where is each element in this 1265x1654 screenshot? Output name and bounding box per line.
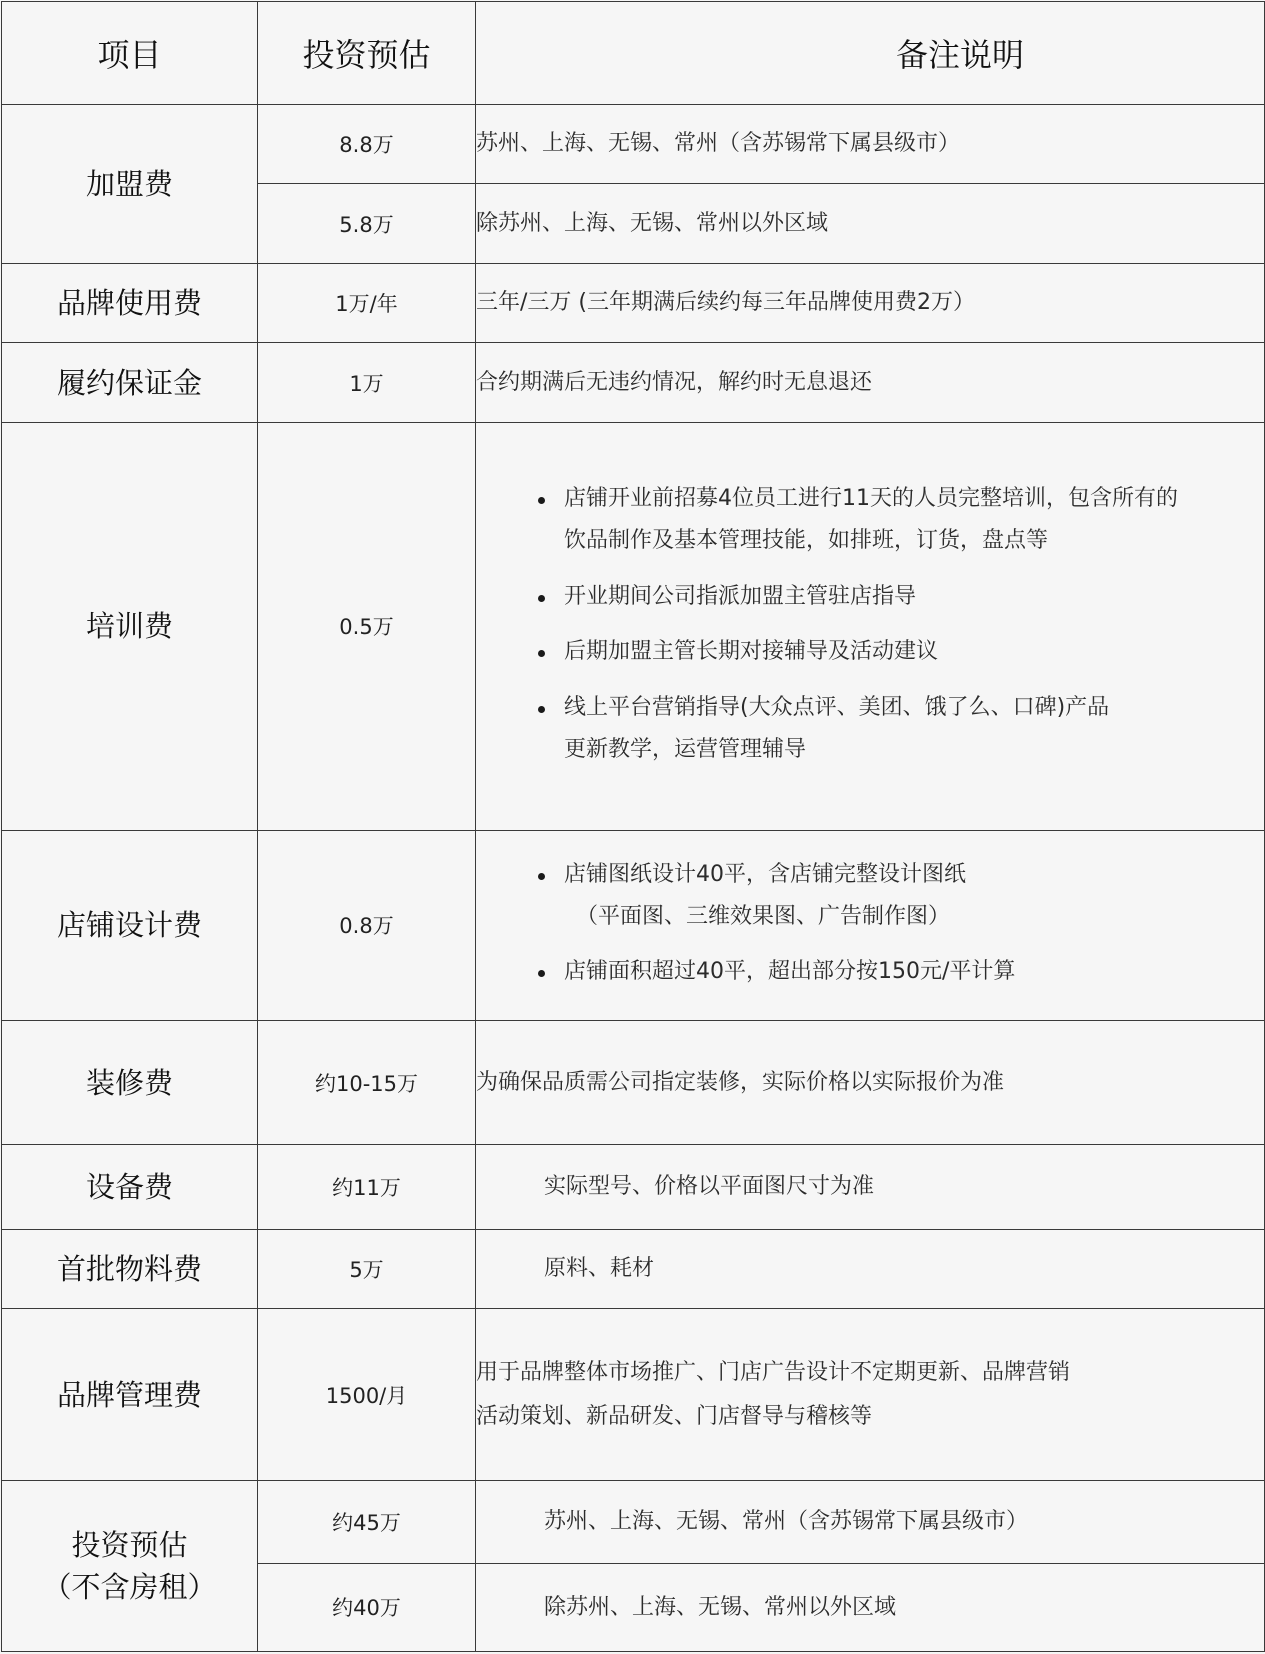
- note-materials: 原料、耗材: [476, 1229, 1265, 1309]
- table-row-training: [2, 423, 1265, 831]
- note-total-1: 苏州、上海、无锡、常州（含苏锡常下属县级市）: [476, 1481, 1265, 1564]
- note-equipment: 实际型号、价格以平面图尺寸为准: [476, 1144, 1265, 1229]
- header-note: [476, 2, 1265, 105]
- item-design: 店铺设计费: [2, 830, 258, 1021]
- design-bullet-1-line1: 店铺图纸设计40平，含店铺完整设计图纸: [564, 861, 966, 887]
- item-total-line1: 投资预估: [71, 1528, 188, 1563]
- table-row-brand-mgmt: [2, 1309, 1265, 1481]
- header-row: [2, 2, 1265, 105]
- cost-total-1: 约45万: [258, 1481, 476, 1564]
- note-franchise-1: 苏州、上海、无锡、常州（含苏锡常下属县级市）: [476, 104, 1265, 184]
- note-franchise-2: 除苏州、上海、无锡、常州以外区域: [476, 184, 1265, 264]
- design-bullet-2-line1: 店铺面积超过40平，超出部分按150元/平计算: [564, 959, 1016, 985]
- cost-total-2: 约40万: [258, 1563, 476, 1651]
- note-deposit: 合约期满后无违约情况，解约时无息退还: [476, 343, 1265, 423]
- item-decoration: 装修费: [2, 1021, 258, 1145]
- note-decoration: 为确保品质需公司指定装修，实际价格以实际报价为准: [476, 1021, 1265, 1145]
- note-brand-use: 三年/三万 (三年期满后续约每三年品牌使用费2万）: [476, 263, 1265, 343]
- item-total: [2, 1481, 258, 1652]
- training-bullet-1-line2: 饮品制作及基本管理技能，如排班，订货，盘点等: [564, 527, 1049, 553]
- cost-equipment: 约11万: [258, 1144, 476, 1229]
- item-brand-mgmt: 品牌管理费: [2, 1309, 258, 1481]
- cost-deposit: 1万: [258, 343, 476, 423]
- table-row-decoration: [2, 1021, 1265, 1145]
- training-bullet-3-line1: 后期加盟主管长期对接辅导及活动建议: [564, 639, 939, 665]
- item-materials: 首批物料费: [2, 1229, 258, 1309]
- item-franchise: 加盟费: [2, 104, 258, 263]
- table-row-materials: [2, 1229, 1265, 1309]
- table-row-brand-use: [2, 263, 1265, 343]
- table-row-franchise-1: [2, 104, 1265, 184]
- table-row-equipment: [2, 1144, 1265, 1229]
- table-row-deposit: [2, 343, 1265, 423]
- cost-brand-mgmt: 1500/月: [258, 1309, 476, 1481]
- training-bullet-1-line1: 店铺开业前招募4位员工进行11天的人员完整培训，包含所有的: [564, 485, 1178, 511]
- list-item: [536, 854, 1264, 938]
- design-bullet-1-line2: （平面图、三维效果图、广告制作图）: [576, 903, 951, 929]
- list-item: [536, 576, 1264, 618]
- cost-brand-use: 1万/年: [258, 263, 476, 343]
- investment-table: [1, 1, 1265, 1652]
- note-design: [476, 830, 1265, 1021]
- list-item: [536, 631, 1264, 673]
- table-row-design: [2, 830, 1265, 1021]
- training-bullet-4-line2: 更新教学，运营管理辅导: [564, 736, 807, 762]
- training-bullet-4-line1: 线上平台营销指导(大众点评、美团、饿了么、口碑)产品: [564, 695, 1110, 721]
- item-equipment: 设备费: [2, 1144, 258, 1229]
- note-brand-mgmt: [476, 1309, 1265, 1481]
- training-bullet-list: [536, 478, 1264, 771]
- cost-decoration: 约10-15万: [258, 1021, 476, 1145]
- training-bullet-2-line1: 开业期间公司指派加盟主管驻店指导: [564, 583, 917, 609]
- design-bullet-list: [536, 854, 1264, 993]
- item-deposit: 履约保证金: [2, 343, 258, 423]
- cost-training: 0.5万: [258, 423, 476, 831]
- cost-design: 0.8万: [258, 830, 476, 1021]
- header-cost: 投资预估: [258, 2, 476, 105]
- cost-materials: 5万: [258, 1229, 476, 1309]
- note-total-2: 除苏州、上海、无锡、常州以外区域: [476, 1563, 1265, 1651]
- list-item: [536, 951, 1264, 993]
- header-item: 项目: [2, 2, 258, 105]
- note-brand-mgmt-line2: 活动策划、新品研发、门店督导与稽核等: [476, 1403, 873, 1429]
- list-item: [536, 687, 1264, 771]
- note-brand-mgmt-line1: 用于品牌整体市场推广、门店广告设计不定期更新、品牌营销: [476, 1359, 1071, 1385]
- list-item: [536, 478, 1264, 562]
- header-note-label: 备注说明: [895, 35, 1024, 74]
- item-brand-use: 品牌使用费: [2, 263, 258, 343]
- cost-franchise-2: 5.8万: [258, 184, 476, 264]
- note-training: [476, 423, 1265, 831]
- table-row-total-1: [2, 1481, 1265, 1564]
- item-training: 培训费: [2, 423, 258, 831]
- item-total-line2: （不含房租）: [42, 1570, 217, 1605]
- cost-franchise-1: 8.8万: [258, 104, 476, 184]
